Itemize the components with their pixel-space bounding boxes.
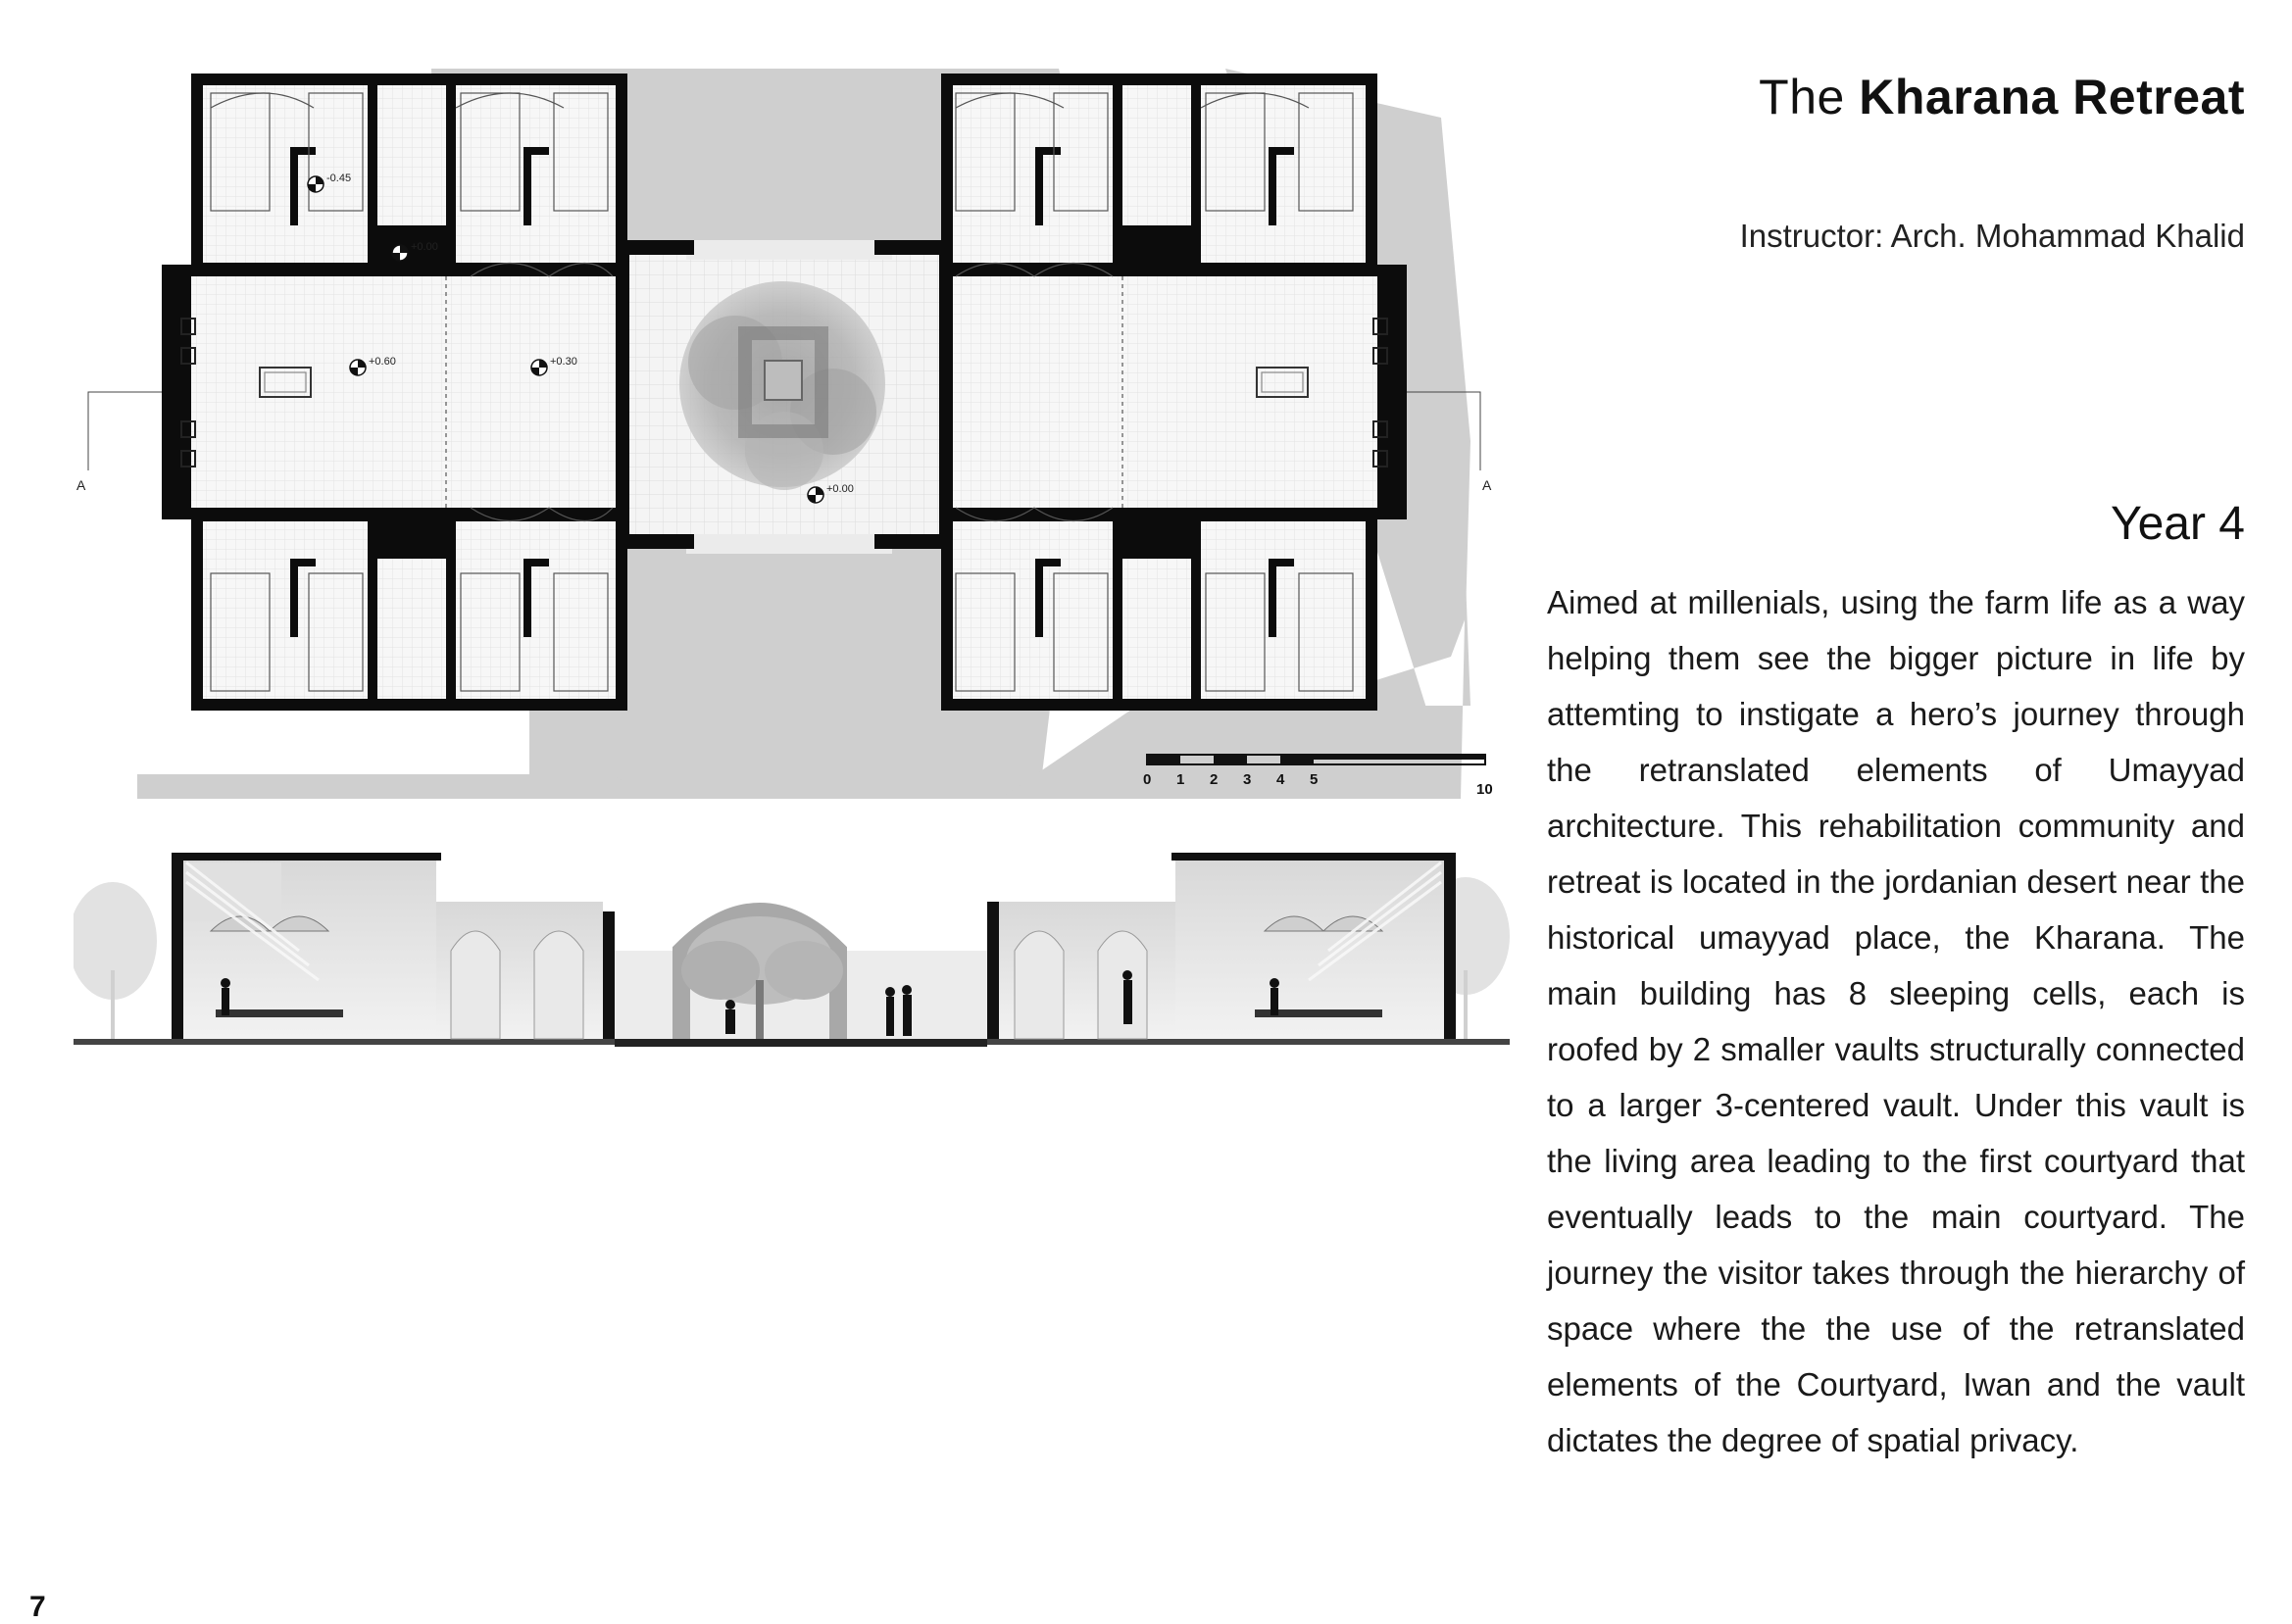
section-right-block <box>1171 853 1456 1039</box>
section-mark-right: A <box>1482 477 1492 493</box>
page-title <box>1759 69 2245 125</box>
instructor-line: Instructor: Arch. Mohammad Khalid <box>1739 218 2245 254</box>
scale-label-10: 10 <box>1476 781 1493 798</box>
section-drawing <box>74 843 1510 1058</box>
section-left-block <box>172 853 441 1039</box>
year-heading: Year 4 <box>2110 498 2245 550</box>
scale-label-2: 2 <box>1210 771 1219 788</box>
scale-label-3: 3 <box>1243 771 1252 788</box>
floor-plan-drawing <box>59 69 1520 813</box>
level-label: +0.00 <box>826 483 854 495</box>
scale-label-1: 1 <box>1176 771 1185 788</box>
page-number: 7 <box>29 1591 46 1623</box>
section-courtyard <box>615 911 987 1047</box>
scale-label-5: 5 <box>1310 771 1319 788</box>
level-label: +0.30 <box>550 356 577 368</box>
level-label: -0.45 <box>326 172 352 184</box>
scale-label-0: 0 <box>1143 771 1152 788</box>
title-prefix: The <box>1759 70 1860 124</box>
scale-label-4: 4 <box>1276 771 1285 788</box>
title-bold: Kharana Retreat <box>1859 70 2245 124</box>
project-description: Aimed at millenials, using the farm life as a way helping them see the bigger picture in life by attemting to instigate a hero’s journey through the retranslated elements of Umayyad architecture. This rehabilitation community and retreat is located in the jordanian desert near the historical umayyad place, the Kharana. The main building has 8 sleeping cells, each is roofed by 2 smaller vaults structurally connected to a larger 3-centered vault. Under this vault is the living area leading to the first courtyard that eventually leads to the main courtyard. The journey the visitor takes through the hierarchy of space where the the use of the retranslated elements of the Courtyard, Iwan and the vault dictates the degree of spatial privacy. <box>1547 584 2245 1458</box>
level-label: +0.00 <box>411 241 438 253</box>
section-right-low-block <box>987 902 1175 1039</box>
section-mark-left: A <box>76 477 86 493</box>
level-label: +0.60 <box>369 356 396 368</box>
section-left-low-block <box>436 902 615 1039</box>
